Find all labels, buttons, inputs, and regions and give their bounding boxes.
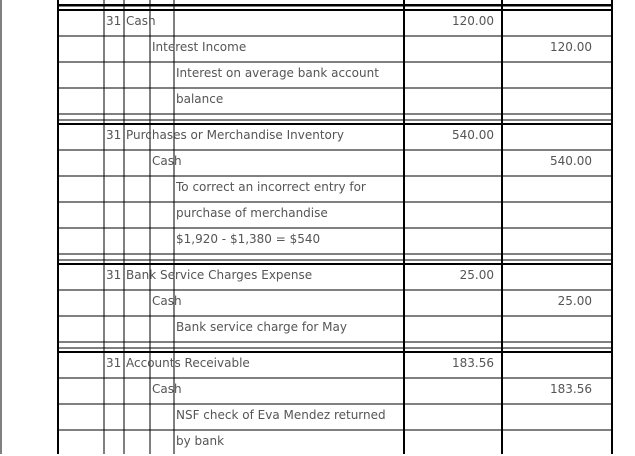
credit-amount-cell (504, 62, 592, 88)
debit-amount-cell (406, 150, 494, 176)
debit-account-cell: Accounts Receivable (126, 356, 250, 370)
credit-account-cell: Cash (152, 382, 182, 396)
debit-amount-cell (406, 430, 494, 456)
credit-amount-cell (504, 88, 592, 114)
debit-amount-cell: 120.00 (452, 14, 494, 28)
credit-amount-cell (504, 176, 592, 202)
date-cell: 31 (106, 14, 122, 28)
debit-amount-cell (406, 228, 494, 254)
debit-amount-cell (406, 290, 494, 316)
credit-account-cell: Cash (152, 294, 182, 308)
credit-amount-cell (504, 264, 592, 290)
credit-amount-cell: 540.00 (550, 154, 592, 168)
credit-amount-cell (504, 352, 592, 378)
debit-amount-cell (406, 176, 494, 202)
debit-account-cell: Bank Service Charges Expense (126, 268, 313, 282)
credit-amount-cell (504, 10, 592, 36)
credit-amount-cell (504, 316, 592, 342)
credit-account-cell: Interest Income (152, 40, 247, 54)
explanation-cell: NSF check of Eva Mendez returned (176, 408, 386, 422)
date-cell: 31 (106, 356, 122, 370)
debit-amount-cell (406, 404, 494, 430)
date-cell: 31 (106, 268, 122, 282)
table-row (0, 290, 635, 316)
debit-amount-cell: 183.56 (452, 356, 494, 370)
table-row (0, 264, 635, 290)
table-row (0, 316, 635, 342)
table-row (0, 430, 635, 456)
explanation-cell: Interest on average bank account (176, 66, 379, 80)
table-row (0, 378, 635, 404)
debit-amount-cell: 25.00 (459, 268, 494, 282)
table-row (0, 202, 635, 228)
debit-amount-cell (406, 316, 494, 342)
credit-amount-cell (504, 202, 592, 228)
credit-amount-cell: 120.00 (550, 40, 592, 54)
explanation-cell: by bank (176, 434, 225, 448)
table-row (0, 228, 635, 254)
table-row (0, 124, 635, 150)
table-row (0, 352, 635, 378)
debit-account-cell: Purchases or Merchandise Inventory (126, 128, 344, 142)
explanation-cell: balance (176, 92, 224, 106)
debit-amount-cell (406, 62, 494, 88)
date-cell: 31 (106, 128, 122, 142)
credit-amount-cell (504, 430, 592, 456)
explanation-cell: To correct an incorrect entry for (176, 180, 366, 194)
credit-amount-cell: 25.00 (557, 294, 592, 308)
debit-amount-cell: 540.00 (452, 128, 494, 142)
debit-amount-cell (406, 36, 494, 62)
credit-amount-cell (504, 228, 592, 254)
table-row (0, 10, 635, 36)
credit-amount-cell (504, 404, 592, 430)
credit-account-cell: Cash (152, 154, 182, 168)
table-row (0, 176, 635, 202)
explanation-cell: purchase of merchandise (176, 206, 328, 220)
explanation-cell: Bank service charge for May (176, 320, 347, 334)
table-row (0, 404, 635, 430)
debit-amount-cell (406, 88, 494, 114)
table-row (0, 88, 635, 114)
credit-amount-cell (504, 124, 592, 150)
table-row (0, 62, 635, 88)
debit-amount-cell (406, 378, 494, 404)
table-row (0, 36, 635, 62)
debit-amount-cell (406, 202, 494, 228)
credit-amount-cell: 183.56 (550, 382, 592, 396)
debit-account-cell: Cash (126, 14, 156, 28)
explanation-cell: $1,920 - $1,380 = $540 (176, 232, 321, 246)
table-row (0, 150, 635, 176)
